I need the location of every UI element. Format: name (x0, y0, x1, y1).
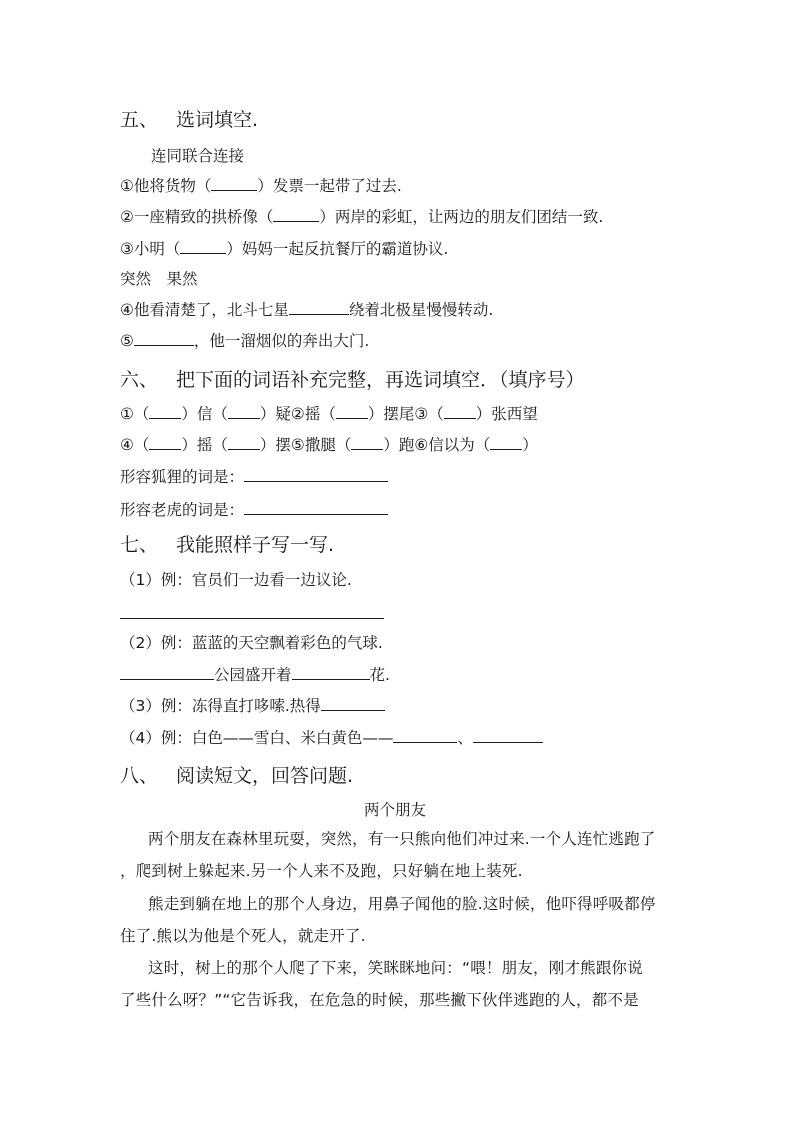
fox-words-label: 形容狐狸的词是： (120, 468, 245, 486)
section-6-number: 六、 (120, 369, 159, 391)
idiom-row-2 (120, 434, 538, 455)
section-6-heading (120, 368, 585, 392)
example-3-blank[interactable] (321, 695, 385, 711)
q3-text-post: ）妈妈一起反抗餐厅的霸道协议. (226, 240, 449, 258)
example-2-blank-2[interactable] (292, 664, 370, 680)
tiger-words-blank[interactable] (244, 499, 388, 515)
idiom-row-1-part: ）张西望 (475, 405, 538, 423)
idiom-blank[interactable] (228, 403, 260, 419)
story-title: 两个朋友 (364, 801, 427, 819)
q5-text-post: ，他一溜烟似的奔出大门. (193, 332, 370, 350)
example-2-answer (120, 664, 390, 685)
example-1: （1）例：官员们一边看一边议论. (120, 571, 352, 589)
example-4-separator: 、 (457, 729, 473, 747)
section-7-title: 我能照样子写一写. (176, 534, 335, 556)
q1-text-post: ）发票一起带了过去. (257, 177, 402, 195)
question-1 (120, 175, 402, 196)
section-5-heading (120, 108, 258, 132)
fox-words-row (120, 466, 388, 487)
q5-text-pre: ⑤ (120, 332, 134, 350)
question-3 (120, 238, 448, 259)
section-7-heading (120, 533, 334, 557)
example-2-mid-text: 公园盛开着 (214, 666, 292, 684)
idiom-blank[interactable] (149, 403, 181, 419)
word-choices-a: 连同联合连接 (151, 147, 245, 165)
example-2: （2）例：蓝蓝的天空飘着彩色的气球. (120, 634, 383, 652)
idiom-blank[interactable] (444, 403, 476, 419)
q3-text-pre: ③小明（ (120, 240, 181, 258)
q4-blank[interactable] (289, 299, 349, 315)
q2-text-post: ）两岸的彩虹，让两边的朋友们团结一致. (319, 208, 604, 226)
paragraph-2-line-2: 住了.熊以为他是个死人，就走开了. (120, 927, 366, 945)
fox-words-blank[interactable] (244, 466, 388, 482)
idiom-row-2-part: ）摆⑤撒腿（ (259, 436, 352, 454)
idiom-blank[interactable] (490, 434, 522, 450)
q1-blank[interactable] (211, 175, 257, 191)
question-4 (120, 299, 493, 320)
example-1-answer-line[interactable] (120, 618, 384, 619)
question-2 (120, 206, 603, 227)
idiom-row-1-part: ）信（ (181, 405, 228, 423)
idiom-row-1-part: ①（ (120, 405, 150, 423)
example-4 (120, 727, 543, 748)
q2-text-pre: ②一座精致的拱桥像（ (120, 208, 274, 226)
example-4-text: （4）例：白色——雪白、米白黄色—— (120, 729, 394, 747)
idiom-blank[interactable] (336, 403, 368, 419)
q2-blank[interactable] (273, 206, 319, 222)
idiom-row-2-part: ） (522, 436, 538, 454)
section-5-title: 选词填空. (176, 109, 259, 131)
example-3-text: （3）例：冻得直打哆嗦.热得 (120, 697, 321, 715)
example-4-blank-1[interactable] (393, 727, 457, 743)
idiom-row-1-part: ）摆尾③（ (367, 405, 444, 423)
q5-blank[interactable] (134, 330, 194, 346)
tiger-words-label: 形容老虎的词是： (120, 501, 245, 519)
q1-text-pre: ①他将货物（ (120, 177, 212, 195)
section-5-number: 五、 (120, 109, 159, 131)
example-4-blank-2[interactable] (473, 727, 543, 743)
idiom-blank[interactable] (351, 434, 383, 450)
q4-text-pre: ④他看清楚了，北斗七星 (120, 301, 289, 319)
q3-blank[interactable] (180, 238, 226, 254)
section-8-heading (120, 764, 353, 788)
idiom-blank[interactable] (228, 434, 260, 450)
paragraph-3-line-2: 了些什么呀？”“它告诉我，在危急的时候，那些撇下伙伴逃跑的人，都不是 (120, 991, 639, 1009)
section-7-number: 七、 (120, 534, 159, 556)
paragraph-1-line-2: ，爬到树上躲起来.另一个人来不及跑，只好躺在地上装死. (120, 862, 523, 880)
paragraph-3-line-1: 这时，树上的那个人爬了下来，笑眯眯地问：“喂！朋友，刚才熊跟你说 (148, 959, 643, 977)
q4-text-post: 绕着北极星慢慢转动. (348, 301, 494, 319)
paragraph-1-line-1: 两个朋友在森林里玩耍，突然，有一只熊向他们冲过来.一个人连忙逃跑了 (148, 830, 656, 848)
paragraph-2-line-1: 熊走到躺在地上的那个人身边，用鼻子闻他的脸.这时候，他吓得呼吸都停 (148, 895, 656, 913)
section-8-title: 阅读短文，回答问题. (176, 765, 354, 787)
idiom-row-2-part: ）跑⑥信以为（ (383, 436, 491, 454)
idiom-row-1-part: ）疑②摇（ (259, 405, 336, 423)
example-2-blank-1[interactable] (120, 664, 214, 680)
tiger-words-row (120, 499, 388, 520)
word-choices-b: 突然 果然 (120, 270, 198, 288)
question-5 (120, 330, 369, 351)
idiom-row-2-part: ）摇（ (181, 436, 228, 454)
idiom-row-2-part: ④（ (120, 436, 150, 454)
idiom-row-1 (120, 403, 538, 424)
idiom-blank[interactable] (149, 434, 181, 450)
section-8-number: 八、 (120, 765, 159, 787)
example-2-end-text: 花. (369, 666, 390, 684)
example-3 (120, 695, 385, 716)
section-6-title: 把下面的词语补充完整，再选词填空．（填序号） (176, 369, 585, 391)
